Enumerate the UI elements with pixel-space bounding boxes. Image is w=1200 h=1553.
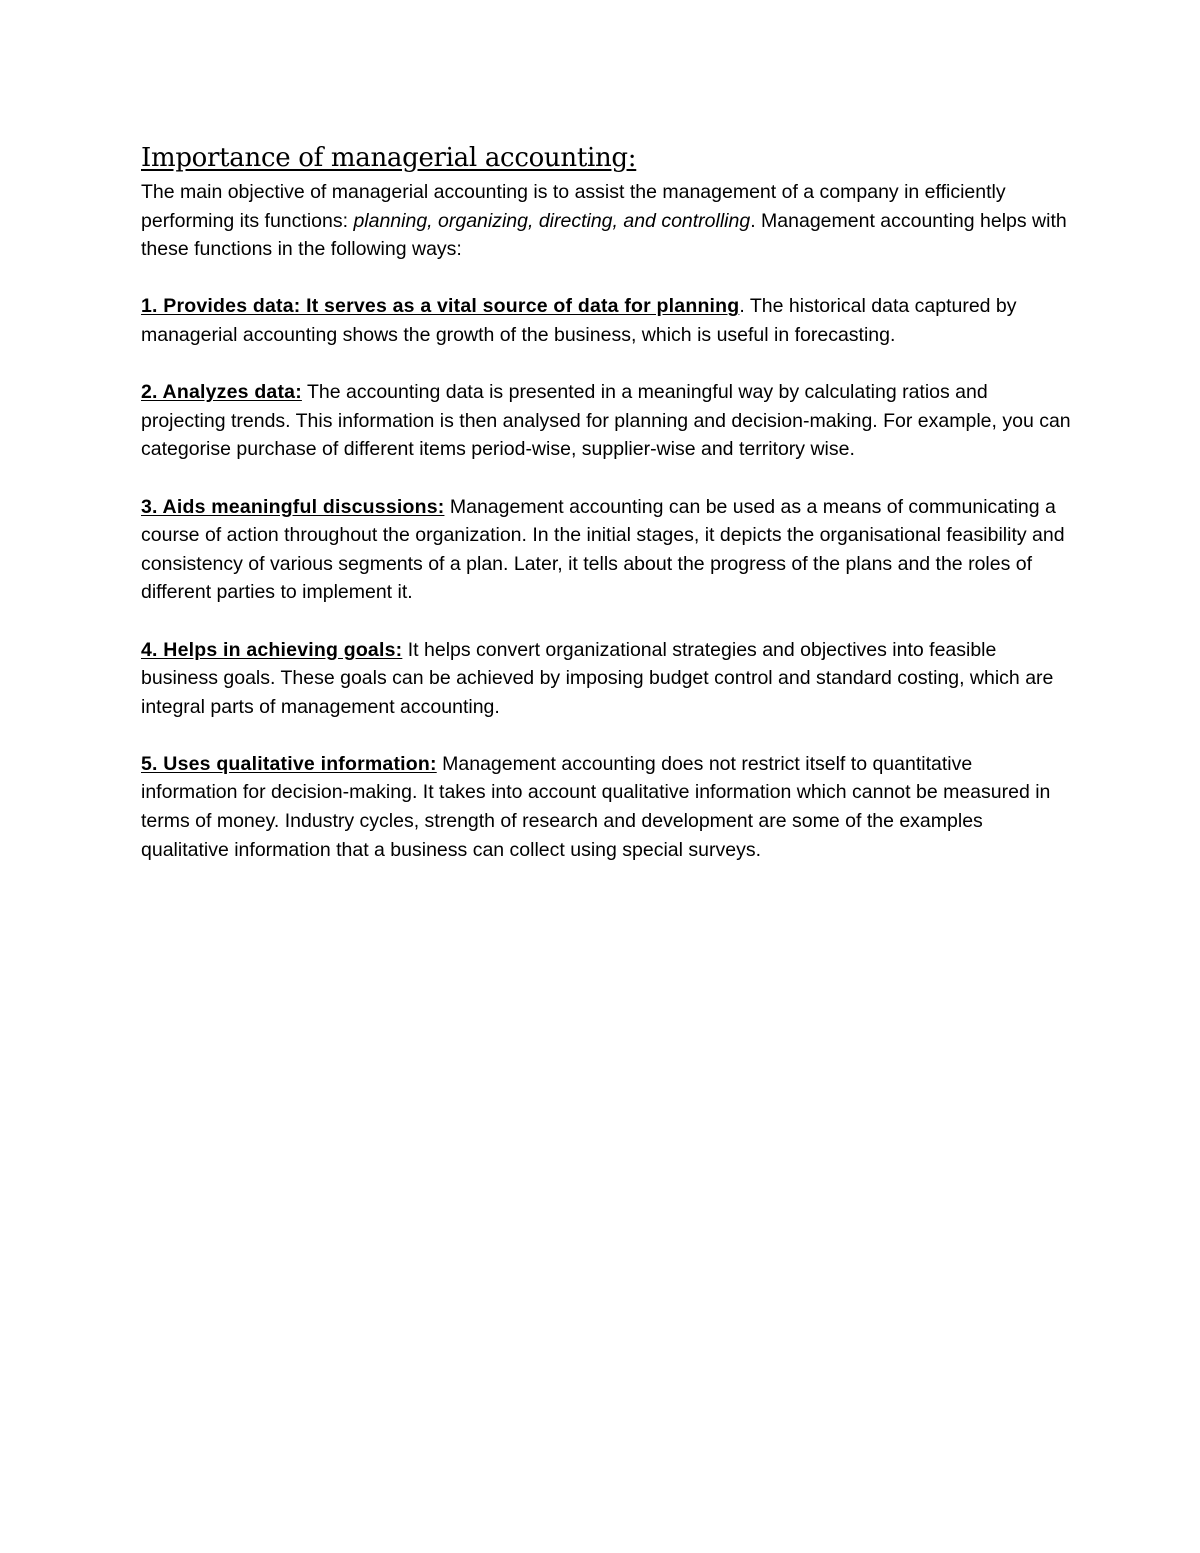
point-paragraph-2	[141, 378, 1071, 464]
intro-text-after: . Management accounting helps with these functions in the following ways:	[141, 209, 1067, 261]
point-text-1: . The historical data captured by managerial accounting shows the growth of the business, which is useful in forecasting.	[141, 295, 1017, 346]
document-page	[141, 140, 1071, 893]
intro-text-before: The main objective of managerial accounting is to assist the management of a company in efficiently performing its functions:	[141, 181, 1006, 232]
intro-paragraph	[141, 178, 1071, 264]
point-heading-1: 1. Provides data: It serves as a vital source of data for planning	[141, 295, 740, 318]
point-heading-3: 3. Aids meaningful discussions:	[141, 495, 445, 518]
point-heading-4: 4. Helps in achieving goals:	[141, 638, 403, 661]
point-paragraph-4	[141, 636, 1071, 722]
intro-functions-italic: planning, organizing, directing, and controlling	[353, 209, 751, 232]
point-paragraph-1	[141, 292, 1071, 349]
document-title: Importance of managerial accounting:	[141, 143, 637, 173]
point-text-4: It helps convert organizational strategies and objectives into feasible business goals. These goals can be achieved by imposing budget control and standard costing, which are integral parts of management accounting.	[141, 638, 1054, 718]
point-heading-2: 2. Analyzes data:	[141, 381, 302, 404]
point-text-3: Management accounting can be used as a means of communicating a course of action throughout the organization. In the initial stages, it depicts the organisational feasibility and consistency of various segments of a plan. Later, it tells about the progress of the plans and the roles of different parties to implement it.	[141, 495, 1065, 604]
point-text-5: Management accounting does not restrict itself to quantitative information for decision-making. It takes into account qualitative information which cannot be measured in terms of money. Industry cycles, strength of research and development are some of the examples qualitative information that a business can collect using special surveys.	[141, 752, 1051, 861]
point-paragraph-3	[141, 493, 1071, 607]
point-text-2: The accounting data is presented in a meaningful way by calculating ratios and projecting trends. This information is then analysed for planning and decision-making. For example, you can categorise purchase of different items period-wise, supplier-wise and territory wise.	[141, 381, 1071, 461]
point-heading-5: 5. Uses qualitative information:	[141, 752, 437, 775]
point-paragraph-5	[141, 750, 1071, 864]
